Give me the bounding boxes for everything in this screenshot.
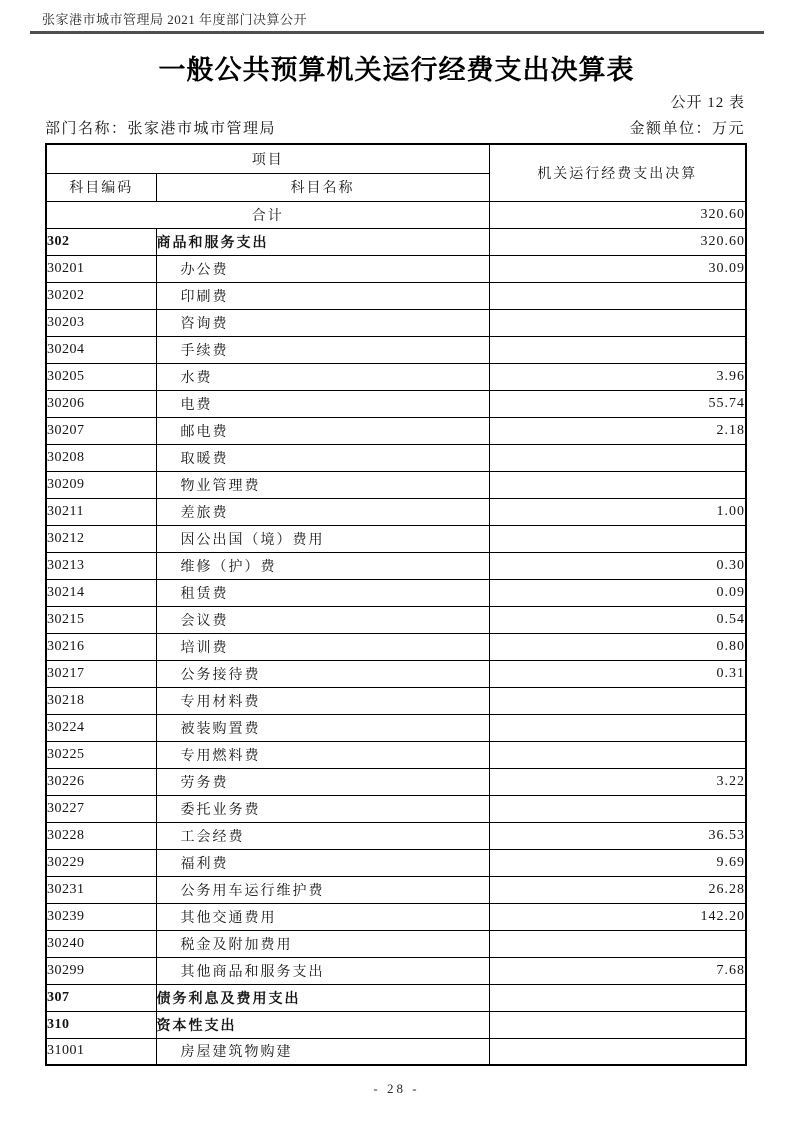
page-title: 一般公共预算机关运行经费支出决算表: [158, 55, 635, 85]
amount-cell: [489, 471, 746, 498]
amount-cell: 320.60: [489, 228, 746, 255]
table-row: [46, 336, 746, 363]
amount-cell: [489, 525, 746, 552]
subject-name: 邮电费: [156, 417, 489, 444]
subject-code: 30217: [46, 660, 156, 687]
subject-name: 其他交通费用: [156, 903, 489, 930]
table-row: [46, 390, 746, 417]
amount-cell: 0.09: [489, 579, 746, 606]
subject-code: 30225: [46, 741, 156, 768]
department-name: 部门名称：张家港市城市管理局: [45, 121, 277, 137]
subject-name: 其他商品和服务支出: [156, 957, 489, 984]
subject-code: 30205: [46, 363, 156, 390]
subject-name: 维修（护）费: [156, 552, 489, 579]
amount-cell: [489, 309, 746, 336]
table-row: [46, 660, 746, 687]
subject-code: 30208: [46, 444, 156, 471]
amount-cell: [489, 336, 746, 363]
subject-name: 取暖费: [156, 444, 489, 471]
table-row: [46, 633, 746, 660]
subject-name: 公务用车运行维护费: [156, 876, 489, 903]
col-header-name: 科目名称: [156, 173, 489, 201]
table-row: [46, 1011, 746, 1038]
subject-code: 30227: [46, 795, 156, 822]
table-row: [46, 1038, 746, 1065]
subject-code: 30204: [46, 336, 156, 363]
subject-name: 债务利息及费用支出: [156, 984, 489, 1011]
unit-label: 金额单位：万元: [629, 121, 745, 137]
subject-code: 30213: [46, 552, 156, 579]
amount-cell: 3.22: [489, 768, 746, 795]
subject-code: 30214: [46, 579, 156, 606]
table-row: [46, 984, 746, 1011]
subject-code: 30231: [46, 876, 156, 903]
table-row: [46, 606, 746, 633]
budget-table: [45, 143, 747, 1066]
subject-code: 30211: [46, 498, 156, 525]
table-row: [46, 957, 746, 984]
table-row: [46, 282, 746, 309]
subject-code: 30212: [46, 525, 156, 552]
subject-name: 印刷费: [156, 282, 489, 309]
amount-cell: 2.18: [489, 417, 746, 444]
subject-code: 30209: [46, 471, 156, 498]
subject-name: 租赁费: [156, 579, 489, 606]
subject-name: 物业管理费: [156, 471, 489, 498]
subject-name: 工会经费: [156, 822, 489, 849]
subject-code: 30299: [46, 957, 156, 984]
subject-name: 资本性支出: [156, 1011, 489, 1038]
meta-row: [45, 119, 745, 139]
subject-code: 30207: [46, 417, 156, 444]
amount-cell: 26.28: [489, 876, 746, 903]
amount-cell: [489, 930, 746, 957]
col-header-project: 项目: [46, 144, 489, 173]
total-amount: 320.60: [489, 201, 746, 228]
table-row: [46, 309, 746, 336]
subject-name: 被装购置费: [156, 714, 489, 741]
amount-cell: 142.20: [489, 903, 746, 930]
header-text: 张家港市城市管理局 2021 年度部门决算公开: [42, 12, 308, 27]
subject-code: 30228: [46, 822, 156, 849]
subject-code: 31001: [46, 1038, 156, 1065]
table-row: [46, 714, 746, 741]
table-header-row-1: [46, 144, 746, 173]
table-row: [46, 255, 746, 282]
subject-name: 会议费: [156, 606, 489, 633]
subject-name: 办公费: [156, 255, 489, 282]
table-row: [46, 768, 746, 795]
amount-cell: 1.00: [489, 498, 746, 525]
subject-code: 307: [46, 984, 156, 1011]
table-number: 公开 12 表: [670, 95, 745, 111]
subject-name: 专用材料费: [156, 687, 489, 714]
table-row: [46, 363, 746, 390]
table-row: [46, 228, 746, 255]
table-row: [46, 417, 746, 444]
amount-cell: 0.31: [489, 660, 746, 687]
amount-cell: 0.80: [489, 633, 746, 660]
amount-cell: 3.96: [489, 363, 746, 390]
subject-name: 商品和服务支出: [156, 228, 489, 255]
subject-code: 30229: [46, 849, 156, 876]
subject-name: 公务接待费: [156, 660, 489, 687]
amount-cell: [489, 984, 746, 1011]
amount-cell: [489, 1038, 746, 1065]
subject-name: 劳务费: [156, 768, 489, 795]
amount-cell: [489, 1011, 746, 1038]
col-header-value: 机关运行经费支出决算: [489, 144, 746, 201]
amount-cell: 36.53: [489, 822, 746, 849]
total-row: [46, 201, 746, 228]
table-row: [46, 795, 746, 822]
subject-name: 差旅费: [156, 498, 489, 525]
subject-code: 30226: [46, 768, 156, 795]
subject-name: 咨询费: [156, 309, 489, 336]
subject-name: 专用燃料费: [156, 741, 489, 768]
subject-name: 培训费: [156, 633, 489, 660]
subject-code: 30224: [46, 714, 156, 741]
subject-code: 30216: [46, 633, 156, 660]
amount-cell: 0.30: [489, 552, 746, 579]
subject-code: 30240: [46, 930, 156, 957]
subject-name: 福利费: [156, 849, 489, 876]
amount-cell: [489, 687, 746, 714]
table-row: [46, 579, 746, 606]
table-row: [46, 741, 746, 768]
amount-cell: 55.74: [489, 390, 746, 417]
subject-code: 30206: [46, 390, 156, 417]
table-row: [46, 930, 746, 957]
subject-code: 30202: [46, 282, 156, 309]
subject-code: 30201: [46, 255, 156, 282]
subject-code: 310: [46, 1011, 156, 1038]
header-rule: [30, 31, 764, 34]
subject-code: 30215: [46, 606, 156, 633]
col-header-code: 科目编码: [46, 173, 156, 201]
amount-cell: 0.54: [489, 606, 746, 633]
subject-name: 电费: [156, 390, 489, 417]
page-number: - 28 -: [373, 1081, 420, 1096]
table-row: [46, 444, 746, 471]
table-row: [46, 471, 746, 498]
subject-code: 30218: [46, 687, 156, 714]
subject-name: 手续费: [156, 336, 489, 363]
subject-code: 302: [46, 228, 156, 255]
table-row: [46, 498, 746, 525]
amount-cell: 9.69: [489, 849, 746, 876]
amount-cell: [489, 282, 746, 309]
subject-name: 因公出国（境）费用: [156, 525, 489, 552]
document-header: [0, 0, 793, 34]
table-row: [46, 849, 746, 876]
table-row: [46, 552, 746, 579]
subject-name: 委托业务费: [156, 795, 489, 822]
table-row: [46, 876, 746, 903]
table-row: [46, 525, 746, 552]
subject-code: 30203: [46, 309, 156, 336]
subject-code: 30239: [46, 903, 156, 930]
amount-cell: [489, 795, 746, 822]
table-row: [46, 903, 746, 930]
table-row: [46, 687, 746, 714]
amount-cell: 7.68: [489, 957, 746, 984]
amount-cell: [489, 714, 746, 741]
subject-name: 税金及附加费用: [156, 930, 489, 957]
amount-cell: [489, 741, 746, 768]
subject-name: 水费: [156, 363, 489, 390]
amount-cell: 30.09: [489, 255, 746, 282]
subject-name: 房屋建筑物购建: [156, 1038, 489, 1065]
total-label: 合计: [46, 201, 489, 228]
table-row: [46, 822, 746, 849]
amount-cell: [489, 444, 746, 471]
table-body: [46, 201, 746, 1065]
